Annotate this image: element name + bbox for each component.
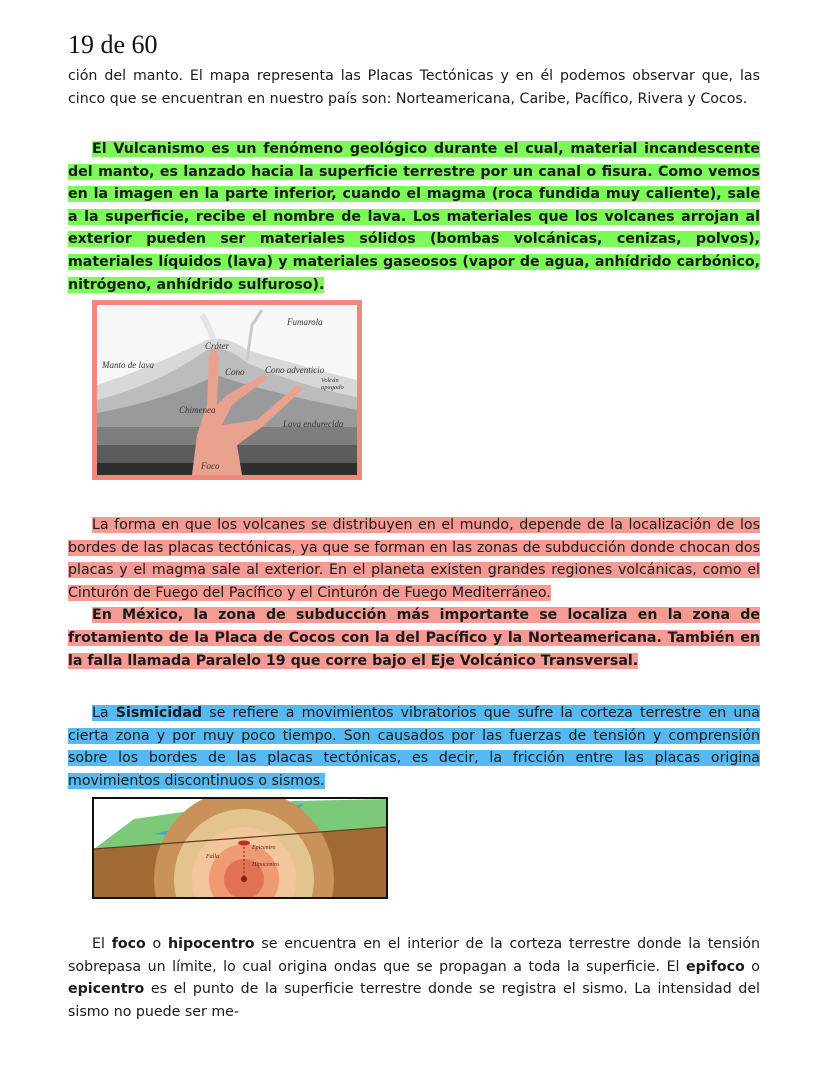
label-epicentro: Epicentro <box>252 845 276 851</box>
foco-t1: El <box>92 936 112 952</box>
foco-b4: epicentro <box>68 981 145 998</box>
foco-t5: es el punto de la superficie terrestre donde se registra el sismo. La intensidad del sismo no puede ser me- <box>68 981 760 1020</box>
foco-b1: foco <box>111 936 146 952</box>
sismicidad-pre: La <box>92 705 116 721</box>
foco-t4: o <box>744 958 760 975</box>
label-falla: Falla <box>206 854 219 860</box>
label-volcan: Volcán <box>321 377 339 384</box>
label-crater: Cráter <box>205 341 230 351</box>
mexico-text: En México, la zona de subducción más importante se localiza en la zona de frotamiento de la Placa de Cocos con la del Pacífico y la Norteamericana. También en la falla llamada Paralelo 19 que corre bajo el Eje Volcánico Transversal. <box>68 607 760 669</box>
vulcanismo-paragraph <box>68 138 760 296</box>
label-cono: Cono <box>225 367 245 377</box>
intro-paragraph <box>68 65 760 110</box>
distribucion-paragraph <box>68 514 760 672</box>
label-manto: Manto de lava <box>102 360 154 370</box>
sismicidad-text: se refiere a movimientos vibratorios que sufre la corteza terrestre en una cierta zona y por muy poco tiempo. Son causados por las fuerzas de tensión y comprensión sobre los bordes de las placas tectónicas, es decir, la fricción entre las placas origina movimientos discontinuos o sismos. <box>68 705 760 789</box>
intro-text: ción del manto. El mapa representa las Placas Tectónicas y en él podemos observar que, las cinco que se encuentran en nuestro país son: Norteamericana, Caribe, Pacífico, Rivera y Cocos. <box>68 68 760 107</box>
foco-t2: o <box>145 936 169 952</box>
foco-paragraph <box>68 933 760 1023</box>
vulcanismo-text: El Vulcanismo es un fenómeno geológico durante el cual, material incandescente del manto, es lanzado hacia la superficie terrestre por un canal o fisura. Como vemos en la imagen en la parte inferior, cuando el magma (roca fundida muy caliente), sale a la superficie, recibe el nombre de lava. Los materiales que los volcanes arrojan al exterior pueden ser materiales sólidos (bombas volcánicas, cenizas, polvos), materiales líquidos (lava) y materiales gaseosos (vapor de agua, anhídrido carbónico, nitrógeno, anhídrido sulfuroso). <box>68 141 760 293</box>
foco-b2: hipocentro <box>168 936 255 952</box>
sismicidad-paragraph <box>68 702 760 792</box>
seismic-diagram <box>92 797 388 899</box>
label-apagado: apagado <box>321 384 344 391</box>
label-lava: Lava endurecida <box>283 419 344 429</box>
foco-b3: epifoco <box>686 958 745 975</box>
label-fumarola: Fumarola <box>287 317 323 327</box>
page-number: 19 de 60 <box>68 30 158 59</box>
distribucion-text: La forma en que los volcanes se distribuyen en el mundo, depende de la localización de los bordes de las placas tectónicas, ya que se forman en las zonas de subducción donde chocan dos placas y el magma sale al exterior. En el planeta existen grandes regiones volcánicas, como el Cinturón de Fuego del Pacífico y el Cinturón de Fuego Mediterráneo. <box>68 517 760 601</box>
volcano-diagram <box>92 300 362 480</box>
label-chimenea: Chimenea <box>179 405 216 415</box>
foco-t3: se encuentra en el interior de la corteza terrestre donde la tensión sobrepasa un límite, lo cual origina ondas que se propagan a toda la superficie. El <box>68 936 761 975</box>
sismicidad-term: Sismicidad <box>115 705 203 721</box>
label-adventicio: Cono adventicio <box>265 365 325 375</box>
label-hipocentro: Hipocentro <box>252 862 280 868</box>
label-foco: Foco <box>201 461 220 471</box>
